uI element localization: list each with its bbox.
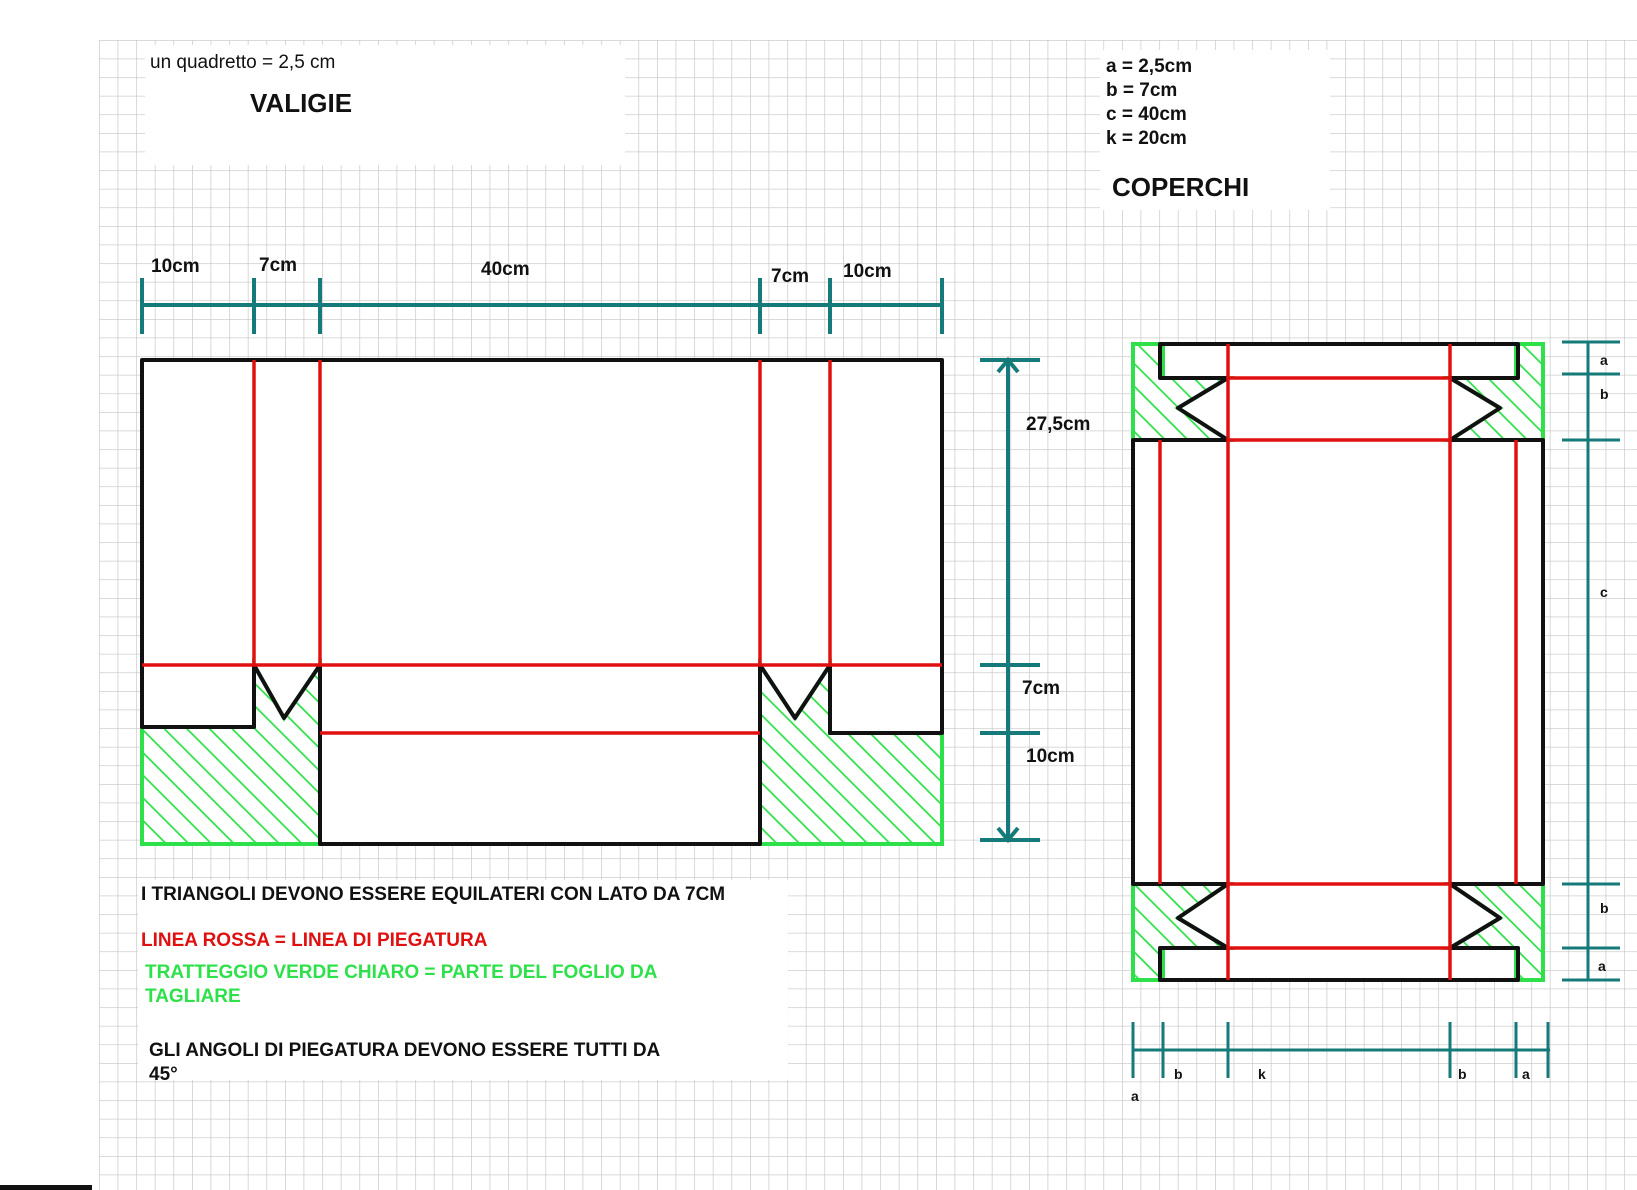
coperchi-right-label-a-top: a (1600, 352, 1608, 368)
coperchi-legend-b: b = 7cm (1106, 80, 1178, 101)
note-green-hatch-line2: TAGLIARE (145, 986, 241, 1007)
coperchi-right-label-a-bottom: a (1598, 958, 1606, 974)
coperchi-legend-k: k = 20cm (1106, 128, 1187, 149)
note-red-line: LINEA ROSSA = LINEA DI PIEGATURA (141, 930, 488, 951)
coperchi-bottom-label-k: k (1258, 1066, 1266, 1082)
valigie-dim-27-5cm: 27,5cm (1026, 414, 1091, 435)
valigie-dim-10cm-right: 10cm (843, 261, 892, 282)
valigie-dim-10cm-left: 10cm (151, 256, 200, 277)
coperchi-bottom-label-a-left: a (1131, 1088, 1139, 1104)
valigie-dim-7cm-left: 7cm (259, 255, 298, 276)
coperchi-legend-a: a = 2,5cm (1106, 56, 1193, 77)
note-triangles: I TRIANGOLI DEVONO ESSERE EQUILATERI CON LATO DA 7CM (141, 884, 726, 905)
scale-note: un quadretto = 2,5 cm (150, 52, 336, 73)
note-angles-line2: 45° (149, 1064, 178, 1085)
valigie-net (142, 360, 942, 844)
coperchi-bottom-label-a-right: a (1522, 1066, 1530, 1082)
coperchi-right-label-b-bottom: b (1600, 900, 1609, 916)
coperchi-title: COPERCHI (1112, 172, 1250, 202)
coperchi-right-label-b-top: b (1600, 386, 1609, 402)
valigie-dim-10cm-vertical: 10cm (1026, 746, 1075, 767)
valigie-title: VALIGIE (250, 88, 353, 118)
coperchi-legend-c: c = 40cm (1106, 104, 1187, 125)
valigie-dim-7cm-right: 7cm (771, 266, 810, 287)
coperchi-bottom-label-b-left: b (1174, 1066, 1183, 1082)
valigie-dim-40cm: 40cm (481, 259, 530, 280)
scan-edge-mark (0, 1185, 92, 1190)
coperchi-right-label-c: c (1600, 584, 1608, 600)
coperchi-bottom-label-b-right: b (1458, 1066, 1467, 1082)
coperchi-net (1133, 344, 1543, 980)
note-green-hatch-line1: TRATTEGGIO VERDE CHIARO = PARTE DEL FOGLIO DA (145, 962, 658, 983)
valigie-dim-7cm-vertical: 7cm (1022, 678, 1061, 699)
note-angles-line1: GLI ANGOLI DI PIEGATURA DEVONO ESSERE TUTTI DA (149, 1040, 661, 1061)
